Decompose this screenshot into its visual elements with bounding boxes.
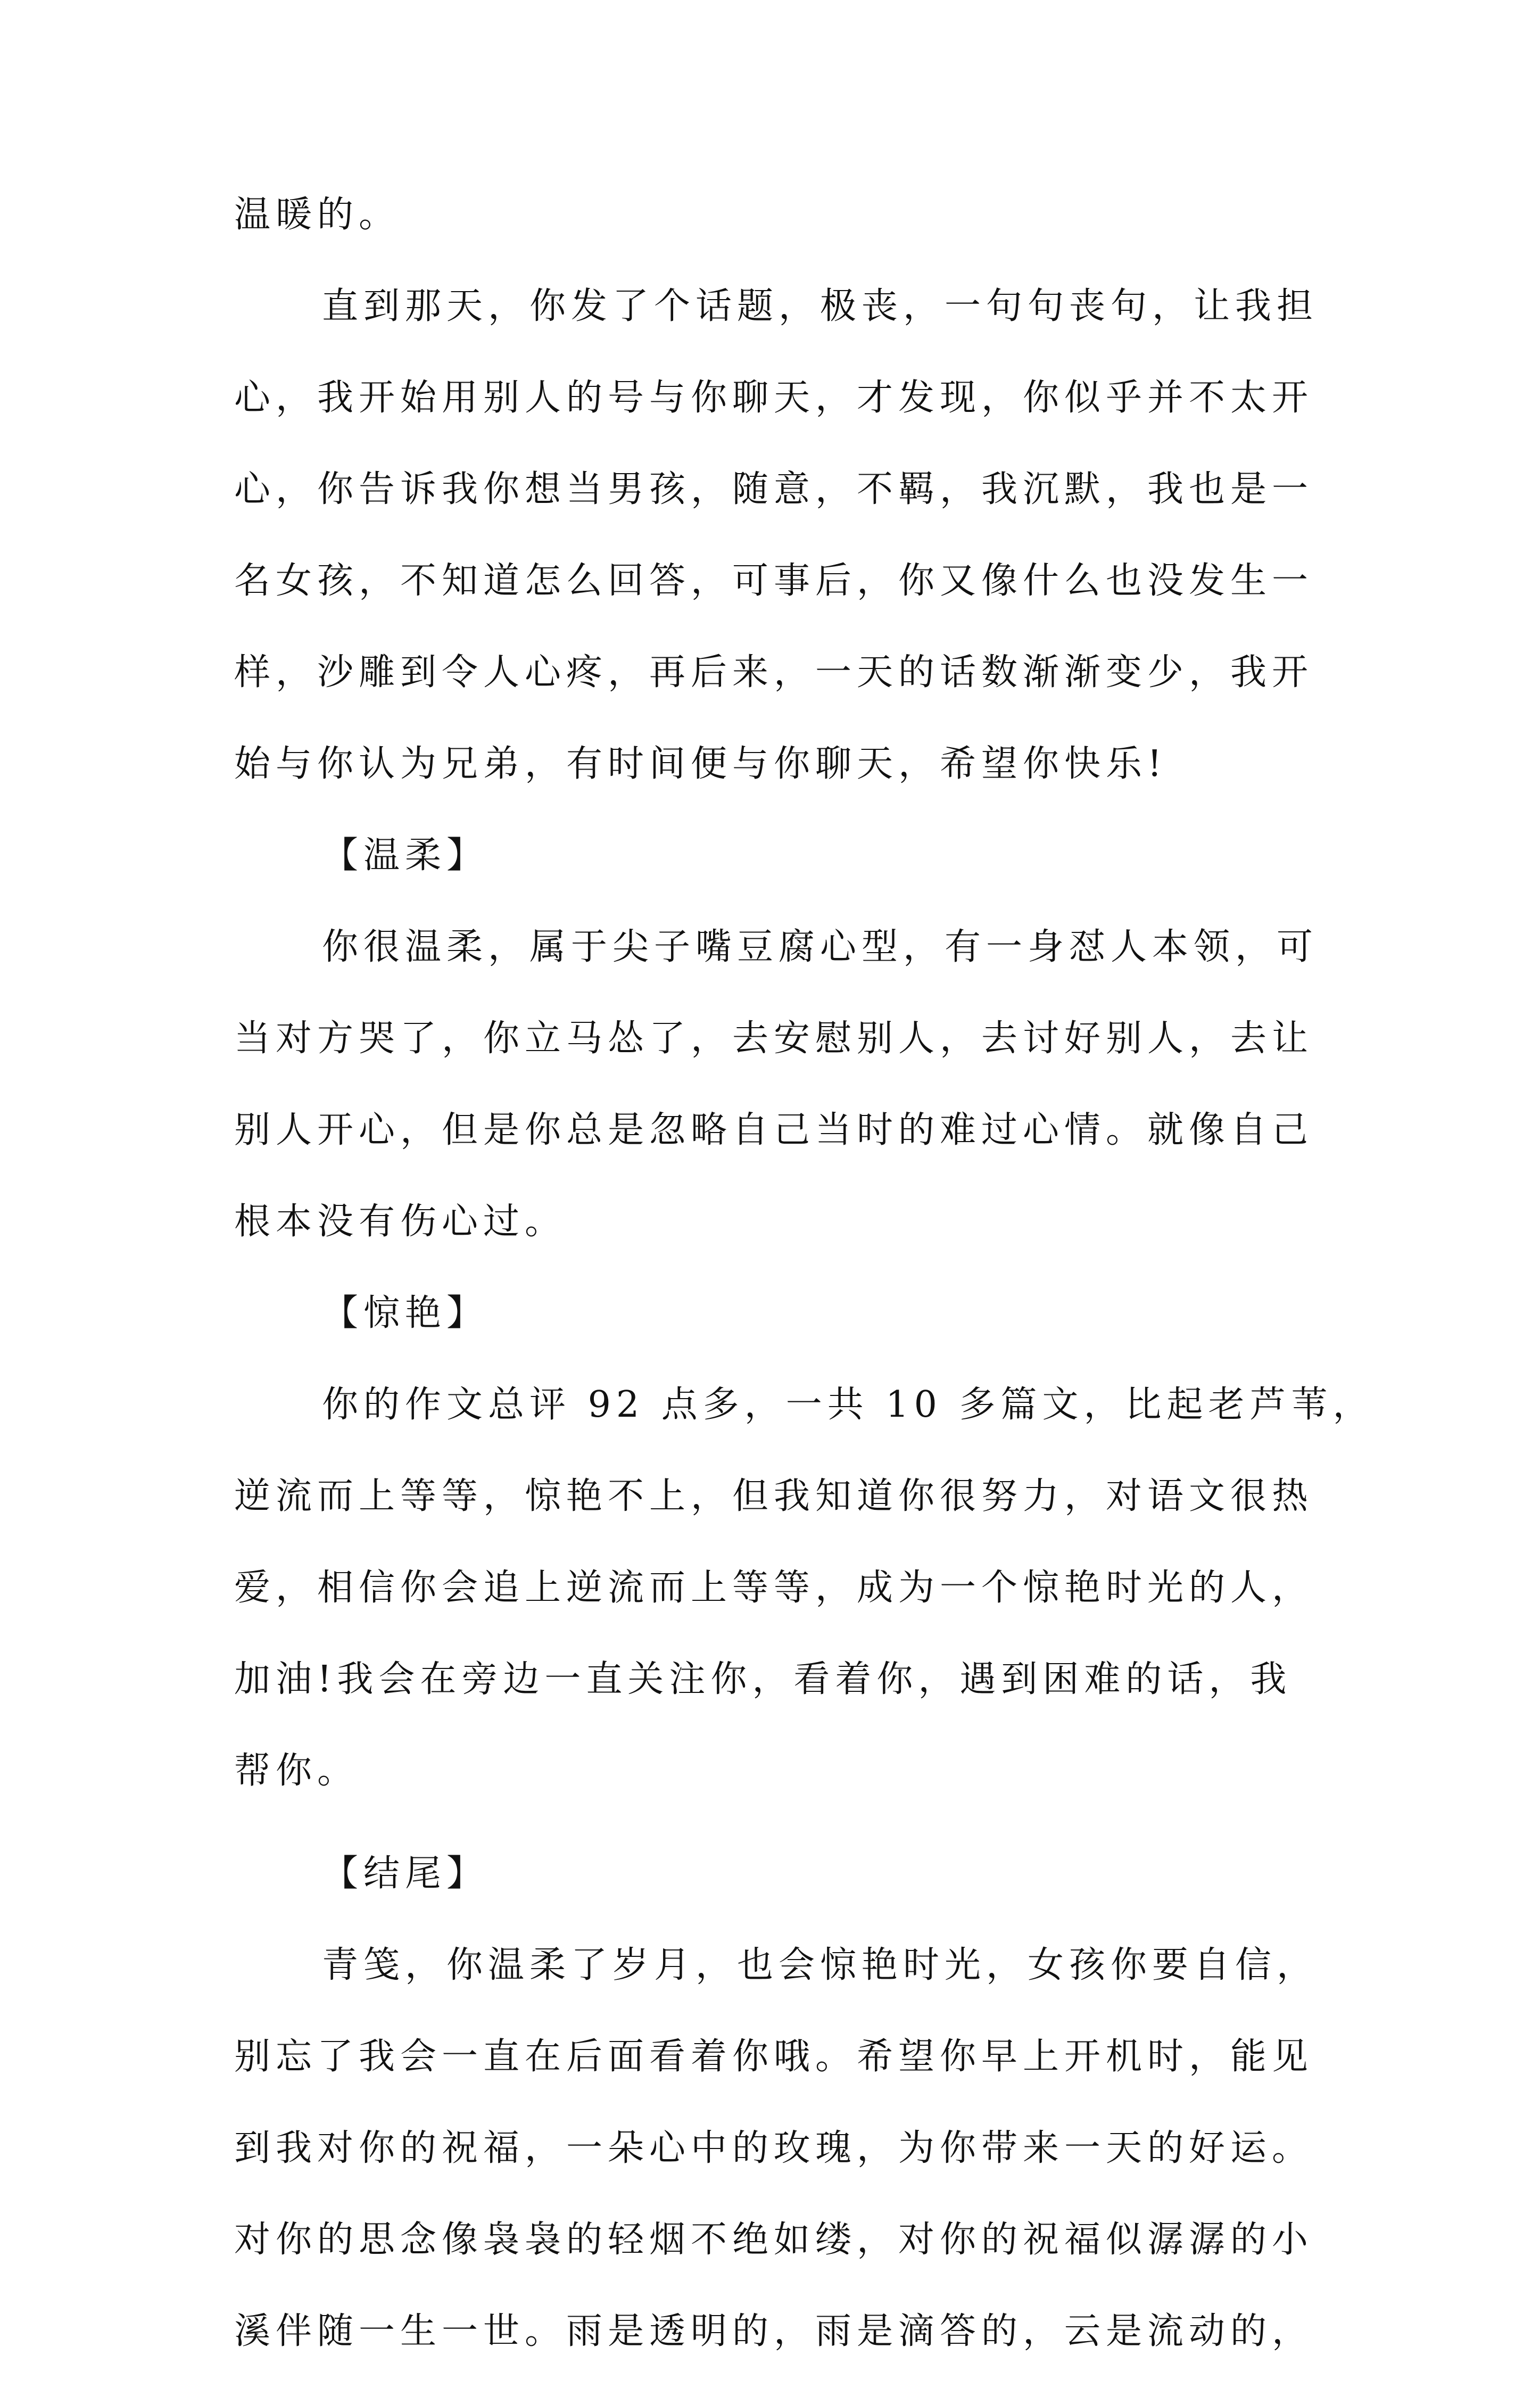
- section-heading-gentle: 【温柔】: [322, 834, 489, 877]
- paragraph-line: 逆流而上等等，惊艳不上，但我知道你很努力，对语文很热: [234, 1475, 1314, 1517]
- paragraph-line: 别人开心，但是你总是忽略自己当时的难过心情。就像自己: [234, 1109, 1314, 1151]
- paragraph-line: 直到那天，你发了个话题，极丧，一句句丧句，让我担: [322, 285, 1319, 327]
- paragraph-line: 溪伴随一生一世。雨是透明的，雨是滴答的，云是流动的，: [234, 2310, 1314, 2352]
- paragraph-line: 根本没有伤心过。: [234, 1201, 567, 1243]
- document-body: [234, 194, 1375, 2405]
- paragraph-line: 别忘了我会一直在后面看着你哦。希望你早上开机时，能见: [234, 2036, 1314, 2078]
- paragraph-line: 名女孩，不知道怎么回答，可事后，你又像什么也没发生一: [234, 560, 1314, 602]
- paragraph-line: 温暖的。: [234, 194, 401, 236]
- paragraph-line: 始与你认为兄弟，有时间便与你聊天，希望你快乐!: [234, 743, 1168, 785]
- section-heading-ending: 【结尾】: [322, 1853, 489, 1895]
- paragraph-line: 你很温柔，属于尖子嘴豆腐心型，有一身怼人本领，可: [322, 926, 1319, 968]
- paragraph-line: 加油!我会在旁边一直关注你，看着你，遇到困难的话，我: [234, 1658, 1292, 1700]
- paragraph-line: 对你的思念像袅袅的轻烟不绝如缕，对你的祝福似潺潺的小: [234, 2219, 1314, 2261]
- paragraph-line: 心，我开始用别人的号与你聊天，才发现，你似乎并不太开: [234, 377, 1314, 419]
- paragraph-line: 当对方哭了，你立马怂了，去安慰别人，去讨好别人，去让: [234, 1018, 1314, 1060]
- paragraph-line: 你的作文总评 92 点多，一共 10 多篇文，比起老芦苇，: [322, 1384, 1375, 1426]
- section-heading-stunning: 【惊艳】: [322, 1292, 489, 1334]
- paragraph-line: 爱，相信你会追上逆流而上等等，成为一个惊艳时光的人，: [234, 1567, 1314, 1609]
- paragraph-line: 到我对你的祝福，一朵心中的玫瑰，为你带来一天的好运。: [234, 2127, 1314, 2169]
- paragraph-line: 帮你。: [234, 1750, 359, 1792]
- paragraph-line: 青笺，你温柔了岁月，也会惊艳时光，女孩你要自信，: [322, 1944, 1319, 1986]
- paragraph-line: 心，你告诉我你想当男孩，随意，不羁，我沉默，我也是一: [234, 468, 1314, 510]
- paragraph-line: 样，沙雕到令人心疼，再后来，一天的话数渐渐变少，我开: [234, 651, 1314, 693]
